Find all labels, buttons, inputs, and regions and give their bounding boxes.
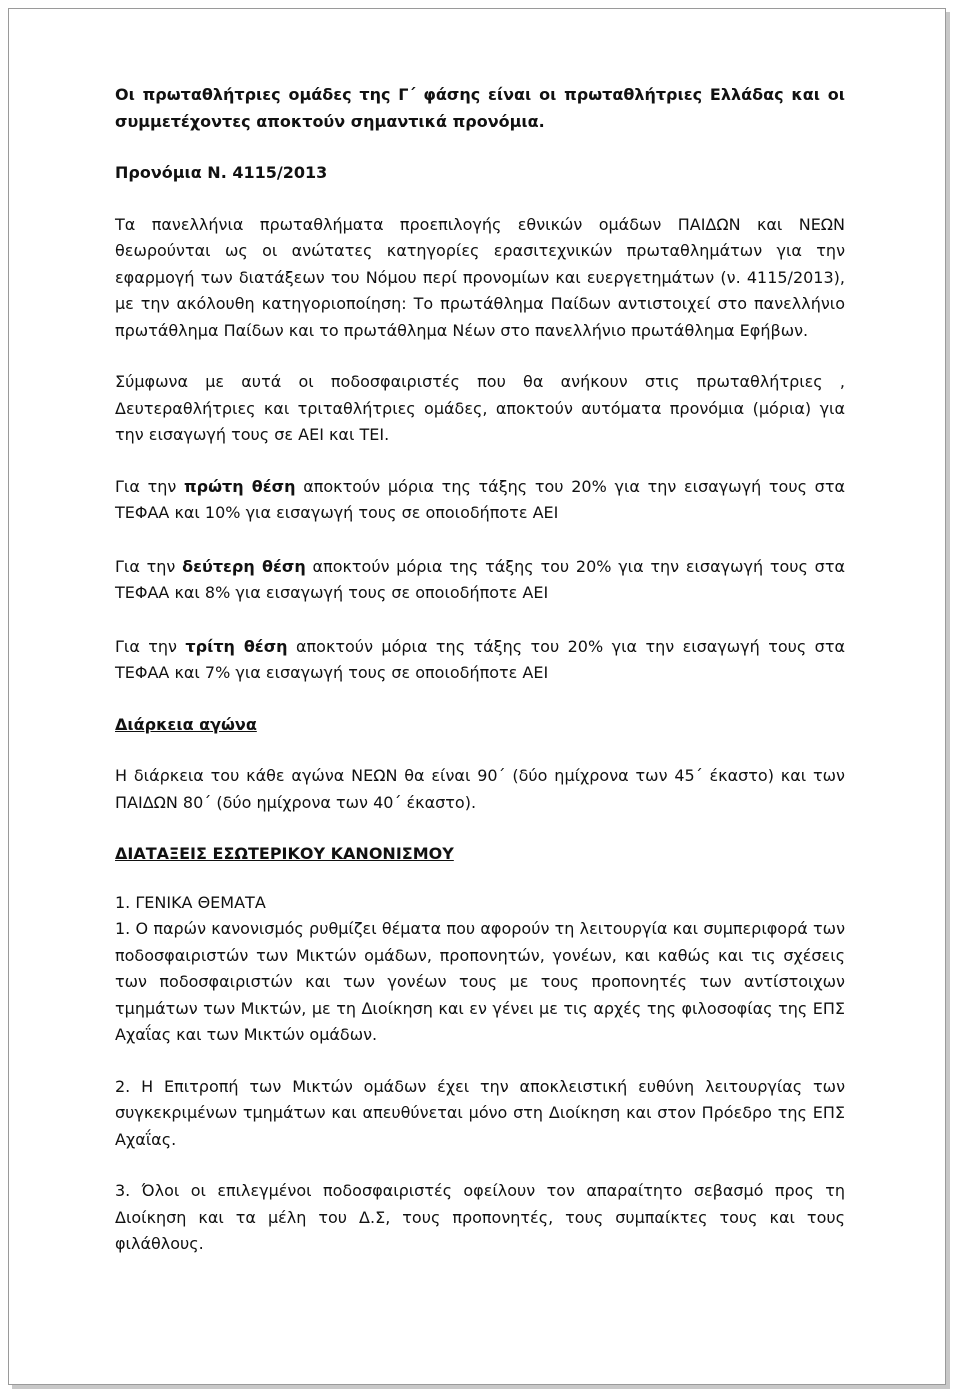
third-place-suffix: αποκτούν μόρια της τάξης του 20% για την εισαγωγή τους στα ΤΕΦΑΑ και 7% για εισαγωγή τους σε οποιοδήποτε ΑΕΙ: [115, 636, 846, 682]
second-place-suffix: αποκτούν μόρια της τάξης του 20% για την εισαγωγή τους στα ΤΕΦΑΑ και 8% για εισαγωγή τους σε οποιοδήποτε ΑΕΙ: [115, 556, 845, 602]
first-place-suffix: αποκτούν μόρια της τάξης του 20% για την εισαγωγή τους στα ΤΕΦΑΑ και 10% για εισαγωγή τους σε οποιοδήποτε ΑΕΙ: [115, 476, 846, 522]
duration-paragraph: Η διάρκεια του κάθε αγώνα ΝΕΩΝ θα είναι 90΄ (δύο ημίχρονα των 45΄ έκαστο) και των ΠΑΙΔΩΝ 80΄ (δύο ημίχρονα των 40΄ έκαστο).: [115, 766, 845, 812]
first-place-label: πρώτη θέση: [183, 476, 296, 496]
privileges-paragraph: Τα πανελλήνια πρωταθλήματα προεπιλογής εθνικών ομάδων ΠΑΙΔΩΝ και ΝΕΩΝ θεωρούνται ως οι ανώτατες κατηγορίες ερασιτεχνικών πρωταθλημάτων για την εφαρμογή των διατάξεων του Νόμου περί προνομίων και ευεργετημάτων (ν. 4115/2013), με την ακόλουθη κατηγοριοποίηση: Το πρωτάθλημα Παίδων αντιστοιχεί στο πανελλήνιο πρωτάθλημα Παίδων και το πρωτάθλημα Νέων στο πανελλήνιο πρωτάθλημα Εφήβων.: [115, 214, 845, 340]
document-body: [115, 82, 845, 1258]
second-place-label: δεύτερη θέση: [182, 556, 306, 576]
second-place-prefix: Για την: [115, 556, 183, 576]
according-paragraph: Σύμφωνα με αυτά οι ποδοσφαιριστές που θα ανήκουν στις πρωταθλήτριες , Δευτεραθλήτριες και τριταθλήτριες ομάδες, αποκτούν αυτόματα προνόμια (μόρια) για την εισαγωγή τους σε ΑΕΙ και ΤΕΙ.: [115, 372, 845, 444]
rules-heading: ΔΙΑΤΑΞΕΙΣ ΕΣΩΤΕΡΙΚΟΥ ΚΑΝΟΝΙΣΜΟΥ: [115, 844, 454, 863]
third-place-paragraph: [115, 634, 845, 687]
duration-heading: Διάρκεια αγώνα: [115, 714, 257, 734]
second-place-paragraph: [115, 554, 845, 607]
rule-1: 1. Ο παρών κανονισμός ρυθμίζει θέματα που αφορούν τη λειτουργία και συμπεριφορά των ποδοσφαιριστών των Μικτών ομάδων, προπονητών, γονέων, και καθώς και τις σχέσεις των ποδοσφαιριστών και των γονέων τους με τους προπονητές των αντίστοιχων τμημάτων των Μικτών, με τη Διοίκηση και εν γένει με τις αρχές της φιλοσοφίας της ΕΠΣ Αχαΐας και των Μικτών ομάδων.: [115, 919, 845, 1044]
intro-paragraph: Οι πρωταθλήτριες ομάδες της Γ΄ φάσης είναι οι πρωταθλήτριες Ελλάδας και οι συμμετέχοντες αποκτούν σημαντικά προνόμια.: [115, 85, 845, 131]
third-place-label: τρίτη θέση: [185, 636, 288, 656]
privileges-heading: Προνόμια Ν. 4115/2013: [115, 163, 328, 182]
general-heading: 1. ΓΕΝΙΚΑ ΘΕΜΑΤΑ: [115, 892, 266, 912]
rule-2: 2. Η Επιτροπή των Μικτών ομάδων έχει την αποκλειστική ευθύνη λειτουργίας των συγκεκριμένων τμημάτων και απευθύνεται μόνο στη Διοίκηση και στον Πρόεδρο της ΕΠΣ Αχαΐας.: [115, 1076, 845, 1149]
first-place-prefix: Για την: [115, 476, 184, 496]
rule-3: 3. Όλοι οι επιλεγμένοι ποδοσφαιριστές οφείλουν τον απαραίτητο σεβασμό προς τη Διοίκηση και τα μέλη του Δ.Σ, τους προπονητές, τους συμπαίκτες τους και τους φιλάθλους.: [115, 1181, 845, 1253]
third-place-prefix: Για την: [115, 636, 186, 656]
first-place-paragraph: [115, 474, 845, 527]
